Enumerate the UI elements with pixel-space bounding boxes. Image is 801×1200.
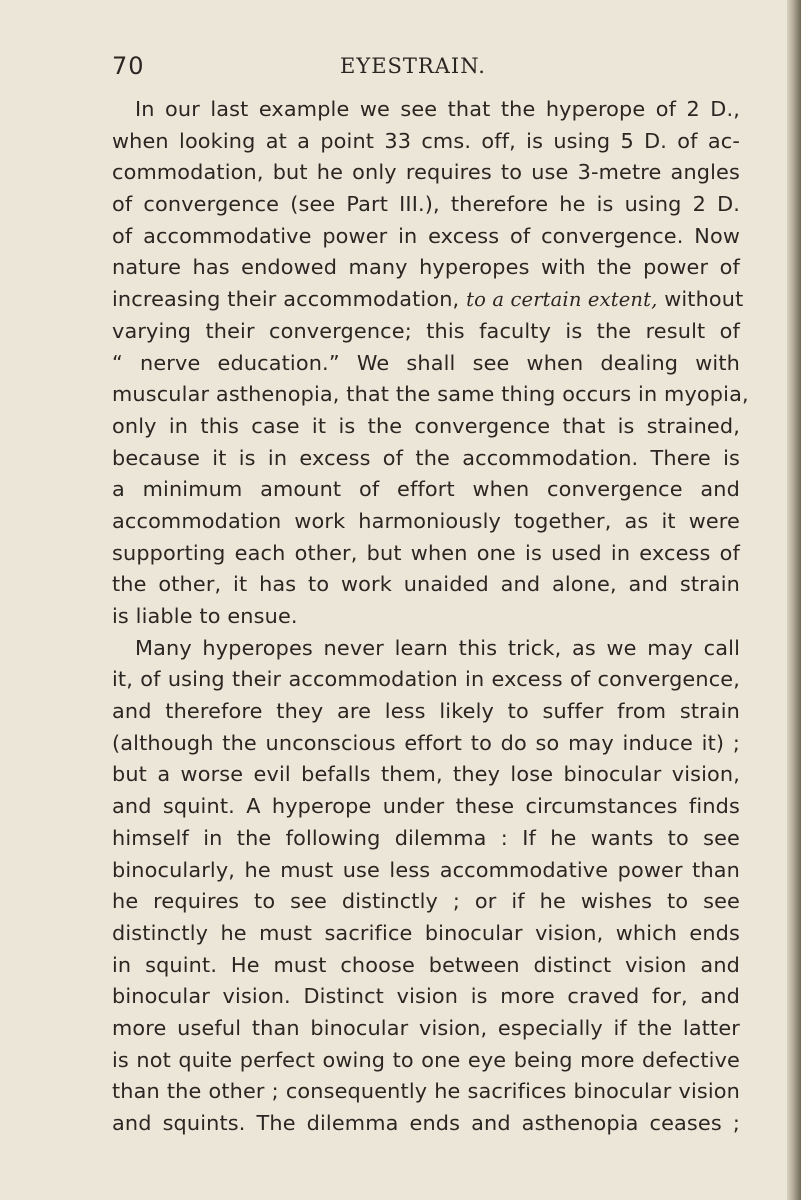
text-line: a minimum amount of effort when convergence and	[112, 477, 740, 502]
text-line: he requires to see distinctly ; or if he wishes to see	[112, 889, 740, 914]
text-line: (although the unconscious effort to do so may induce it) ;	[112, 730, 740, 755]
text-line: In our last example we see that the hyperope of 2 D.,	[135, 97, 740, 121]
text-line: and squints. The dilemma ends and asthenopia ceases ;	[112, 1111, 740, 1135]
text-line: Many hyperopes never learn this trick, as we may call	[135, 635, 740, 660]
text-line: binocular vision. Distinct vision is more craved for, and	[112, 984, 740, 1009]
text-line: himself in the following dilemma : If he wants to see	[112, 825, 740, 850]
text-line: because it is in excess of the accommodation. There is	[112, 445, 740, 470]
text-line: more useful than binocular vision, especially if the latter	[112, 1015, 740, 1040]
text-line: only in this case it is the convergence that is strained,	[112, 413, 740, 438]
text-line: “ nerve education.” We shall see when dealing with	[112, 350, 740, 375]
text-line: accommodation work harmoniously together, as it were	[112, 508, 740, 533]
italic-phrase: to a certain extent,	[466, 288, 658, 312]
text-line: is liable to ensue.	[112, 604, 298, 628]
body-text	[112, 94, 749, 1140]
text-line: of convergence (see Part III.), therefore he is using 2 D.	[112, 192, 740, 217]
text-line: supporting each other, but when one is used in excess of	[112, 540, 740, 565]
text-line: of accommodative power in excess of convergence. Now	[112, 223, 740, 248]
text-line: and therefore they are less likely to suffer from strain	[112, 699, 740, 724]
page-edge	[787, 0, 801, 1200]
text-line: than the other ; consequently he sacrifices binocular vision	[112, 1079, 740, 1104]
text-line: commodation, but he only requires to use 3-metre angles	[112, 160, 740, 185]
text-line	[112, 284, 744, 316]
text-line: is not quite perfect owing to one eye being more defective	[112, 1047, 740, 1072]
page-number: 70	[112, 52, 145, 80]
text-line: nature has endowed many hyperopes with the power of	[112, 255, 740, 280]
text-line: distinctly he must sacrifice binocular vision, which ends	[112, 920, 740, 945]
text-segment: without	[657, 287, 744, 312]
text-segment: increasing their accommodation,	[112, 287, 467, 312]
text-line: and squint. A hyperope under these circumstances finds	[112, 794, 740, 819]
text-line: binocularly, he must use less accommodative power than	[112, 857, 740, 882]
page-header	[112, 52, 732, 92]
text-line: in squint. He must choose between distinct vision and	[112, 952, 740, 977]
text-line: it, of using their accommodation in excess of convergence,	[112, 667, 740, 692]
text-line: when looking at a point 33 cms. off, is using 5 D. of ac-	[112, 128, 740, 153]
text-line: but a worse evil befalls them, they lose binocular vision,	[112, 762, 740, 787]
text-line: varying their convergence; this faculty is the result of	[112, 318, 740, 343]
running-head: EYESTRAIN.	[340, 54, 486, 78]
text-line: muscular asthenopia, that the same thing occurs in myopia,	[112, 382, 749, 407]
text-line: the other, it has to work unaided and alone, and strain	[112, 572, 740, 597]
